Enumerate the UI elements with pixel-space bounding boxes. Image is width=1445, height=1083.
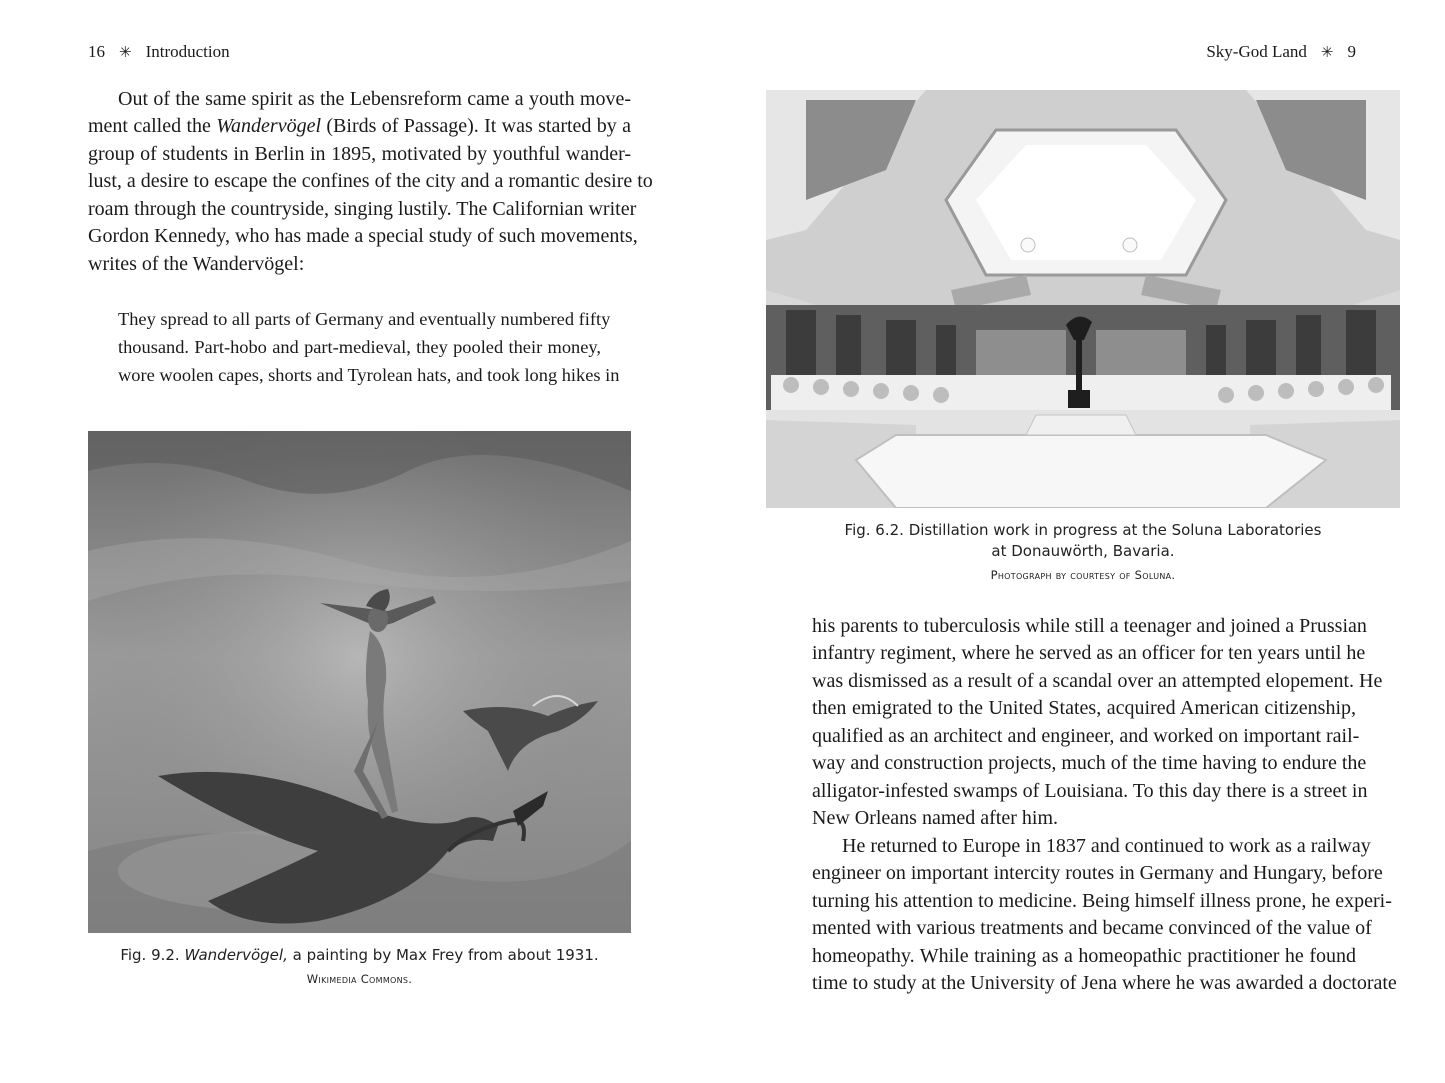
right-figure-caption-line2: at Donauwörth, Bavaria. xyxy=(991,542,1175,560)
paragraph-line: mented with various treatments and became convinced of the value of xyxy=(812,917,1372,939)
left-page-number: 16 xyxy=(88,42,105,61)
paragraph-line: qualified as an architect and engineer, and worked on important rail- xyxy=(812,725,1360,747)
left-figure-caption xyxy=(88,946,631,964)
left-figure-credit: Wikimedia Commons. xyxy=(306,972,413,986)
caption-prefix: Fig. 9.2. xyxy=(120,946,185,964)
paragraph-line: roam through the countryside, singing lustily. The Californian writer xyxy=(88,198,637,220)
laboratory-image xyxy=(766,90,1400,508)
separator-asterisk-icon: ✳ xyxy=(1320,45,1334,61)
paragraph-line: New Orleans named after him. xyxy=(812,807,1059,829)
left-running-title: Introduction xyxy=(145,42,230,61)
right-figure-caption-line1: Fig. 6.2. Distillation work in progress at the Soluna Laboratories xyxy=(844,521,1322,539)
paragraph-line: writes of the Wandervögel: xyxy=(88,253,305,275)
paragraph-line: Gordon Kennedy, who has made a special study of such movements, xyxy=(88,225,638,247)
paragraph-line: turning his attention to medicine. Being himself illness prone, he experi- xyxy=(812,890,1392,912)
paragraph-line: lust, a desire to escape the confines of the city and a romantic desire to xyxy=(88,170,653,192)
paragraph-line: ment called the Wandervögel (Birds of Passage). It was started by a xyxy=(88,115,631,137)
paragraph-line: alligator-infested swamps of Louisiana. To this day there is a street in xyxy=(812,780,1368,802)
caption-rest: a painting by Max Frey from about 1931. xyxy=(287,946,599,964)
separator-asterisk-icon: ✳ xyxy=(119,45,132,61)
italic-term: Wandervögel xyxy=(216,115,322,137)
quote-line: thousand. Part-hobo and part-medieval, they pooled their money, xyxy=(118,337,601,357)
right-figure-credit: Photograph by courtesy of Soluna. xyxy=(990,568,1176,582)
paragraph-line: Out of the same spirit as the Lebensreform came a youth move- xyxy=(118,88,631,110)
caption-title: Wandervögel, xyxy=(184,946,288,964)
right-running-title: Sky-God Land xyxy=(1206,42,1307,61)
paragraph-line: He returned to Europe in 1837 and continued to work as a railway xyxy=(842,835,1371,857)
painting-figure xyxy=(88,431,631,933)
paragraph-line: time to study at the University of Jena where he was awarded a doctorate xyxy=(812,972,1397,994)
paragraph-line: engineer on important intercity routes in Germany and Hungary, before xyxy=(812,862,1383,884)
painting-image xyxy=(88,431,631,933)
paragraph-line: infantry regiment, where he served as an officer for ten years until he xyxy=(812,642,1366,664)
paragraph-line: way and construction projects, much of the time having to endure the xyxy=(812,752,1367,774)
paragraph-line: his parents to tuberculosis while still a teenager and joined a Prussian xyxy=(812,615,1367,637)
right-page-number: 9 xyxy=(1347,42,1356,61)
paragraph-line: was dismissed as a result of a scandal over an attempted elopement. He xyxy=(812,670,1383,692)
quote-line: wore woolen capes, shorts and Tyrolean hats, and took long hikes in xyxy=(118,365,620,385)
right-running-head xyxy=(1206,42,1356,62)
quote-line: They spread to all parts of Germany and eventually numbered fifty xyxy=(118,309,611,329)
left-running-head xyxy=(88,42,230,62)
laboratory-photo xyxy=(766,90,1400,508)
paragraph-line: then emigrated to the United States, acquired American citizenship, xyxy=(812,697,1356,719)
paragraph-line: homeopathy. While training as a homeopathic practitioner he found xyxy=(812,945,1356,967)
paragraph-line: group of students in Berlin in 1895, motivated by youthful wander- xyxy=(88,143,631,165)
